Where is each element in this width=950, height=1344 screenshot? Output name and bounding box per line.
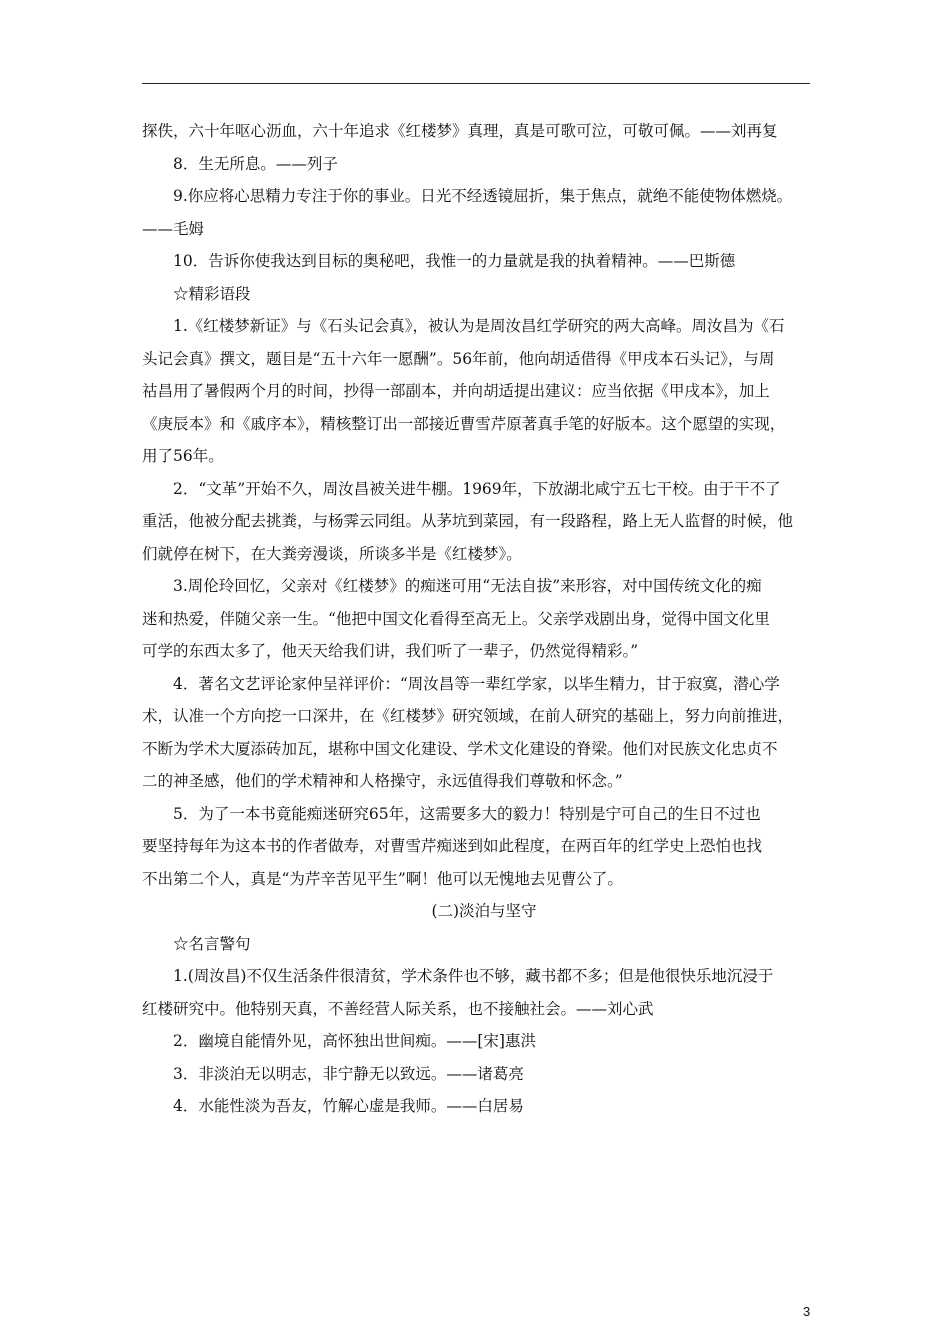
- text-line: 探佚，六十年呕心沥血，六十年追求《红楼梦》真理，真是可歌可泣，可敬可佩。——刘再复: [142, 122, 778, 140]
- text-line: 10．告诉你使我达到目标的奥秘吧，我惟一的力量就是我的执着精神。——巴斯德: [173, 252, 736, 270]
- text-line: 9.你应将心思精力专注于你的事业。日光不经透镜屈折，集于焦点，就绝不能使物体燃烧。: [173, 187, 793, 205]
- text-line: 重活，他被分配去挑粪，与杨霁云同组。从茅坑到菜园，有一段路程，路上无人监督的时候，他: [142, 512, 794, 530]
- text-line: 2．幽境自能情外见，高怀独出世间痴。——[宋]惠洪: [173, 1032, 536, 1050]
- text-line: 《庚辰本》和《戚序本》，精核整订出一部接近曹雪芹原著真手笔的好版本。这个愿望的实现，: [142, 414, 786, 433]
- text-line: 祜昌用了暑假两个月的时间，抄得一部副本，并向胡适提出建议：应当依据《甲戌本》，加上: [142, 382, 770, 400]
- text-line: 3．非淡泊无以明志，非宁静无以致远。——诸葛亮: [173, 1064, 524, 1083]
- text-line: 迷和热爱，伴随父亲一生。“他把中国文化看得至高无上。父亲学戏剧出身，觉得中国文化里: [142, 609, 770, 628]
- document-body: [142, 122, 826, 1130]
- section-heading: (二)淡泊与坚守: [431, 902, 537, 920]
- text-line: 可学的东西太多了，他天天给我们讲，我们听了一辈子，仍然觉得精彩。”: [142, 642, 639, 660]
- header-rule: [142, 83, 810, 84]
- text-line: 1.《红楼梦新证》与《石头记会真》，被认为是周汝昌红学研究的两大高峰。周汝昌为《石: [173, 317, 785, 335]
- text-line: 用了56年。: [142, 447, 224, 465]
- text-line: ☆精彩语段: [173, 284, 251, 303]
- text-line: ☆名言警句: [173, 934, 251, 953]
- text-line: 头记会真》撰文，题目是“五十六年一愿酬”。56年前，他向胡适借得《甲戌本石头记》，与周: [142, 349, 775, 368]
- page-number: 3: [803, 1304, 811, 1319]
- text-line: 4．著名文艺评论家仲呈祥评价：“周汝昌等一辈红学家，以毕生精力，甘于寂寞，潜心学: [173, 674, 780, 693]
- text-line: 们就停在树下，在大粪旁漫谈，所谈多半是《红楼梦》。: [142, 544, 522, 563]
- text-line: 要坚持每年为这本书的作者做寿，对曹雪芹痴迷到如此程度，在两百年的红学史上恐怕也找: [142, 837, 763, 855]
- text-line: 2．“文革”开始不久，周汝昌被关进牛棚。1969年，下放湖北咸宁五七干校。由于干不了: [173, 479, 781, 498]
- text-line: 红楼研究中。他特别天真，不善经营人际关系，也不接触社会。——刘心武: [142, 999, 654, 1018]
- text-line: 不断为学术大厦添砖加瓦，堪称中国文化建设、学术文化建设的脊梁。他们对民族文化忠贞不: [142, 739, 778, 758]
- text-line: ——毛姆: [142, 219, 205, 238]
- text-line: 8．生无所息。——列子: [173, 154, 338, 173]
- text-line: 二的神圣感，他们的学术精神和人格操守，永远值得我们尊敬和怀念。”: [142, 772, 623, 790]
- text-line: 术，认准一个方向挖一口深井，在《红楼梦》研究领域，在前人研究的基础上，努力向前推进，: [142, 707, 794, 725]
- text-line: 4．水能性淡为吾友，竹解心虚是我师。——白居易: [173, 1097, 524, 1115]
- text-line: 5．为了一本书竟能痴迷研究65年，这需要多大的毅力！特别是宁可自己的生日不过也: [173, 804, 761, 823]
- text-line: 3.周伦玲回忆，父亲对《红楼梦》的痴迷可用“无法自拔”来形容，对中国传统文化的痴: [173, 577, 762, 595]
- text-line: 不出第二个人，真是“为芹辛苦见平生”啊！他可以无愧地去见曹公了。: [142, 869, 623, 888]
- text-line: 1.(周汝昌)不仅生活条件很清贫，学术条件也不够，藏书都不多；但是他很快乐地沉浸于: [173, 967, 774, 985]
